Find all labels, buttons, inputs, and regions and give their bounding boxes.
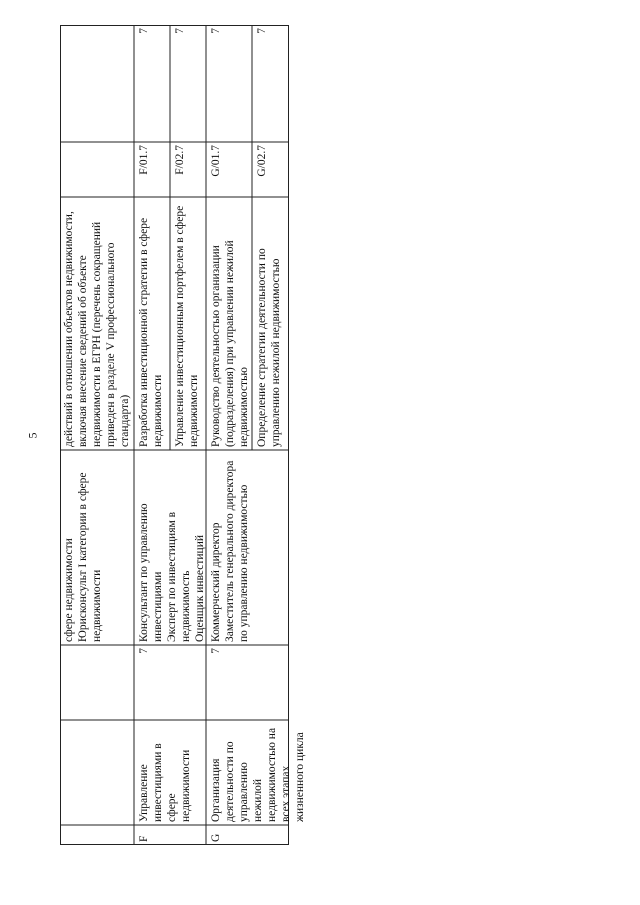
function-level-f2: 7 — [174, 28, 186, 34]
function-code-g2: G/02.7 — [256, 145, 268, 177]
group-level-f: 7 — [138, 648, 150, 654]
function-name-g2: Определение стратегии деятельности по управлению нежилой недвижимостью — [256, 248, 283, 447]
function-code-g1: G/01.7 — [210, 145, 222, 177]
continuation-position: сфере недвижимости Юрисконсульт I категории в сфере недвижимости — [63, 472, 104, 642]
group-positions-f: Консультант по управлению инвестициями Эксперт по инвестициям в недвижимость Оценщик инвестиций — [138, 503, 207, 642]
function-level-g1: 7 — [210, 28, 222, 34]
continuation-function: действий в отношении объектов недвижимости, включая внесение сведений об объекте недвижимости в ЕГРН (перечень сокращений приведен в разделе V профессионального стандарта) — [63, 211, 132, 447]
group-positions-g: Коммерческий директор Заместитель генерального директора по управлению недвижимостью — [210, 460, 251, 642]
group-level-g: 7 — [210, 648, 222, 654]
function-code-f1: F/01.7 — [138, 145, 150, 175]
function-name-f2: Управление инвестиционным портфелем в сфере недвижимости — [174, 205, 201, 447]
function-code-f2: F/02.7 — [174, 145, 186, 175]
group-name-g: Организация деятельности по управлению нежилой недвижимостью на всех этапах жизненного цикла — [210, 727, 307, 822]
group-code-g: G — [210, 833, 222, 842]
function-level-f1: 7 — [138, 28, 150, 34]
group-code-f: F — [138, 835, 150, 842]
page-number: 5 — [25, 432, 40, 439]
rotated-table — [60, 25, 307, 845]
function-name-f1: Разработка инвестиционной стратегии в сфере недвижимости — [138, 217, 165, 447]
function-name-g1: Руководство деятельностью организации (подразделения) при управлении нежилой недвижимостью — [210, 240, 251, 447]
group-name-f: Управление инвестициями в сфере недвижимости — [138, 743, 193, 822]
function-level-g2: 7 — [256, 28, 268, 34]
